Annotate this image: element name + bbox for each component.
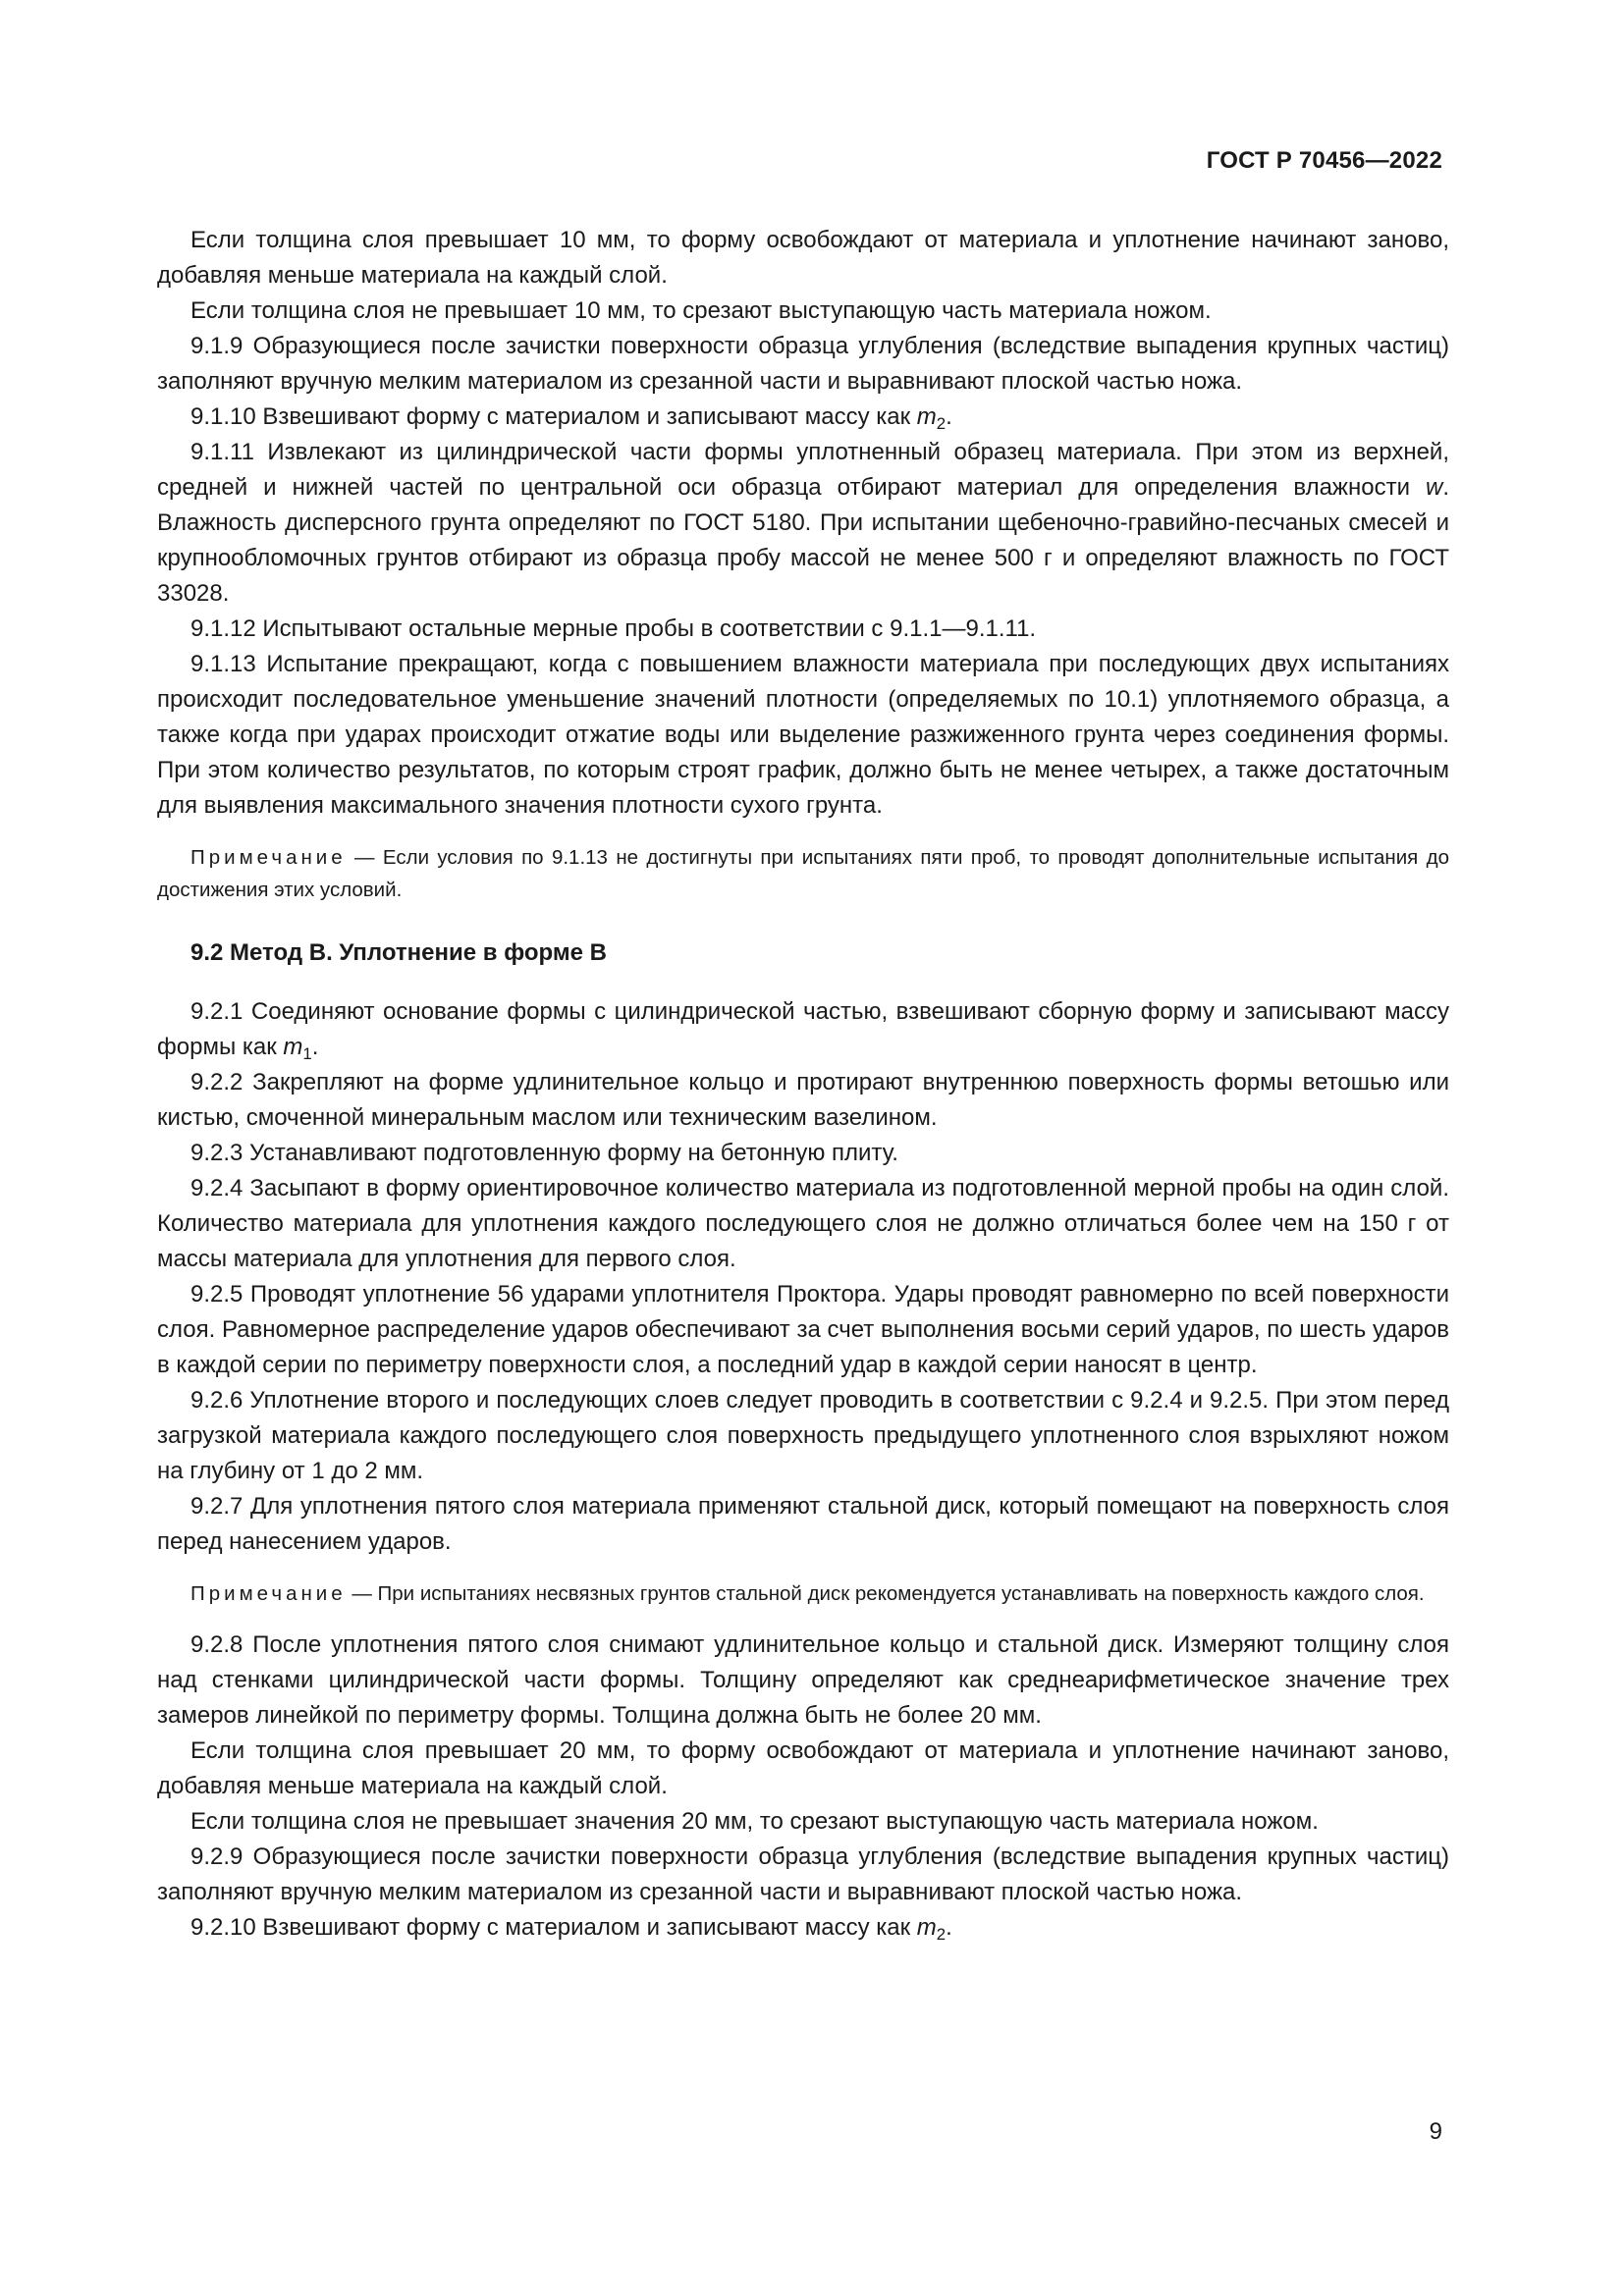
paragraph-9-2-5: 9.2.5 Проводят уплотнение 56 ударами уплотнителя Проктора. Удары проводят равномерно по всей поверхности слоя. Равномерное распределение ударов обеспечивают за счет выполнения восьми серий ударов, по шесть ударов в каждой серии по периметру поверхности слоя, а последний удар в каждой серии наносят в центр. <box>157 1281 1449 1378</box>
paragraph-9-2-6: 9.2.6 Уплотнение второго и последующих слоев следует проводить в соответствии с 9.2.4 и 9.2.5. При этом перед загрузкой материала каждого последующего слоя поверхность предыдущего уплотненного слоя взрыхляют ножом на глубину от 1 до 2 мм. <box>157 1387 1449 1484</box>
paragraph-9-1-9: 9.1.9 Образующиеся после зачистки поверхности образца углубления (вследствие выпадения крупных частиц) заполняют вручную мелким материалом из срезанной части и выравнивают плоской частью ножа. <box>157 333 1449 395</box>
document-body <box>157 223 1449 1946</box>
math-subscript: 2 <box>936 1925 947 1945</box>
document-code-header: ГОСТ Р 70456—2022 <box>1206 147 1442 174</box>
paragraph: Если толщина слоя не превышает значения 20 мм, то срезают выступающую часть материала ножом. <box>190 1808 1319 1835</box>
paragraph-9-2-1: 9.2.1 Соединяют основание формы с цилиндрической частью, взвешивают сборную форму и записывают массу формы как $m_1$. <box>157 998 1449 1064</box>
note-9-2: Примечание — При испытаниях несвязных грунтов стальной диск рекомендуется устанавливать на поверхность каждого слоя. <box>190 1582 1425 1605</box>
paragraph-9-2-2: 9.2.2 Закрепляют на форме удлинительное кольцо и протирают внутреннюю поверхность формы ветошью или кистью, смоченной минеральным маслом или техническим вазелином. <box>157 1069 1449 1131</box>
paragraph-9-2-7: 9.2.7 Для уплотнения пятого слоя материала применяют стальной диск, который помещают на поверхность слоя перед нанесением ударов. <box>157 1493 1449 1555</box>
paragraph-9-1-10: 9.1.10 Взвешивают форму с материалом и записывают массу как $m_2$. <box>190 403 952 434</box>
paragraph: Если толщина слоя превышает 20 мм, то форму освобождают от материала и уплотнение начинают заново, добавляя меньше материала на каждый слой. <box>157 1737 1449 1799</box>
paragraph-9-1-12: 9.1.12 Испытывают остальные мерные пробы в соответствии с 9.1.1—9.1.11. <box>190 615 1037 642</box>
math-variable: m <box>283 1034 303 1060</box>
paragraph-9-2-8: 9.2.8 После уплотнения пятого слоя снимают удлинительное кольцо и стальной диск. Измеряют толщину слоя над стенками цилиндрической части формы. Толщину определяют как среднеарифметическое значение трех замеров линейкой по периметру формы. Толщина должна быть не более 20 мм. <box>157 1631 1449 1729</box>
page-number: 9 <box>1429 2118 1442 2145</box>
paragraph-9-1-13: 9.1.13 Испытание прекращают, когда с повышением влажности материала при последующих двух испытаниях происходит последовательное уменьшение значений плотности (определяемых по 10.1) уплотняемого образца, а также когда при ударах происходит отжатие воды или выделение разжиженного грунта через соединения формы. При этом количество результатов, по которым строят график, должно быть не менее четырех, а также достаточным для выявления максимального значения плотности сухого грунта. <box>157 651 1449 819</box>
paragraph-9-2-3: 9.2.3 Устанавливают подготовленную форму на бетонную плиту. <box>190 1140 898 1166</box>
math-subscript: 1 <box>302 1044 312 1064</box>
note-label: Примечание <box>190 846 347 869</box>
paragraph-9-2-4: 9.2.4 Засыпают в форму ориентировочное количество материала из подготовленной мерной пробы на один слой. Количество материала для уплотнения каждого последующего слоя не должно отличаться более чем на 150 г от массы материала для уплотнения для первого слоя. <box>157 1175 1449 1272</box>
paragraph-9-2-10: 9.2.10 Взвешивают форму с материалом и записывают массу как $m_2$. <box>190 1914 952 1945</box>
math-subscript: 2 <box>936 414 947 434</box>
section-title-9-2: 9.2 Метод В. Уплотнение в форме В <box>190 939 607 966</box>
paragraph-9-2-9: 9.2.9 Образующиеся после зачистки поверхности образца углубления (вследствие выпадения крупных частиц) заполняют вручную мелким материалом из срезанной части и выравнивают плоской частью ножа. <box>157 1843 1449 1905</box>
paragraph: Если толщина слоя превышает 10 мм, то форму освобождают от материала и уплотнение начинают заново, добавляя меньше материала на каждый слой. <box>157 227 1449 289</box>
note-label: Примечание <box>190 1582 347 1605</box>
paragraph-9-1-11: 9.1.11 Извлекают из цилиндрической части формы уплотненный образец материала. При этом из верхней, средней и нижней частей по центральной оси образца отбирают материал для определения влажности w. Влажность дисперсного грунта определяют по ГОСТ 5180. При испытании щебеночно-гравийно-песчаных смесей и крупнообломочных грунтов отбирают из образца пробу массой не менее 500 г и определяют влажность по ГОСТ 33028. <box>157 439 1449 607</box>
math-variable: m <box>916 403 937 430</box>
note-9-1: Примечание — Если условия по 9.1.13 не достигнуты при испытаниях пяти проб, то проводят дополнительные испытания до достижения этих условий. <box>157 846 1449 901</box>
math-variable: m <box>916 1914 937 1941</box>
paragraph: Если толщина слоя не превышает 10 мм, то срезают выступающую часть материала ножом. <box>190 297 1212 324</box>
math-variable: w <box>1425 474 1443 501</box>
